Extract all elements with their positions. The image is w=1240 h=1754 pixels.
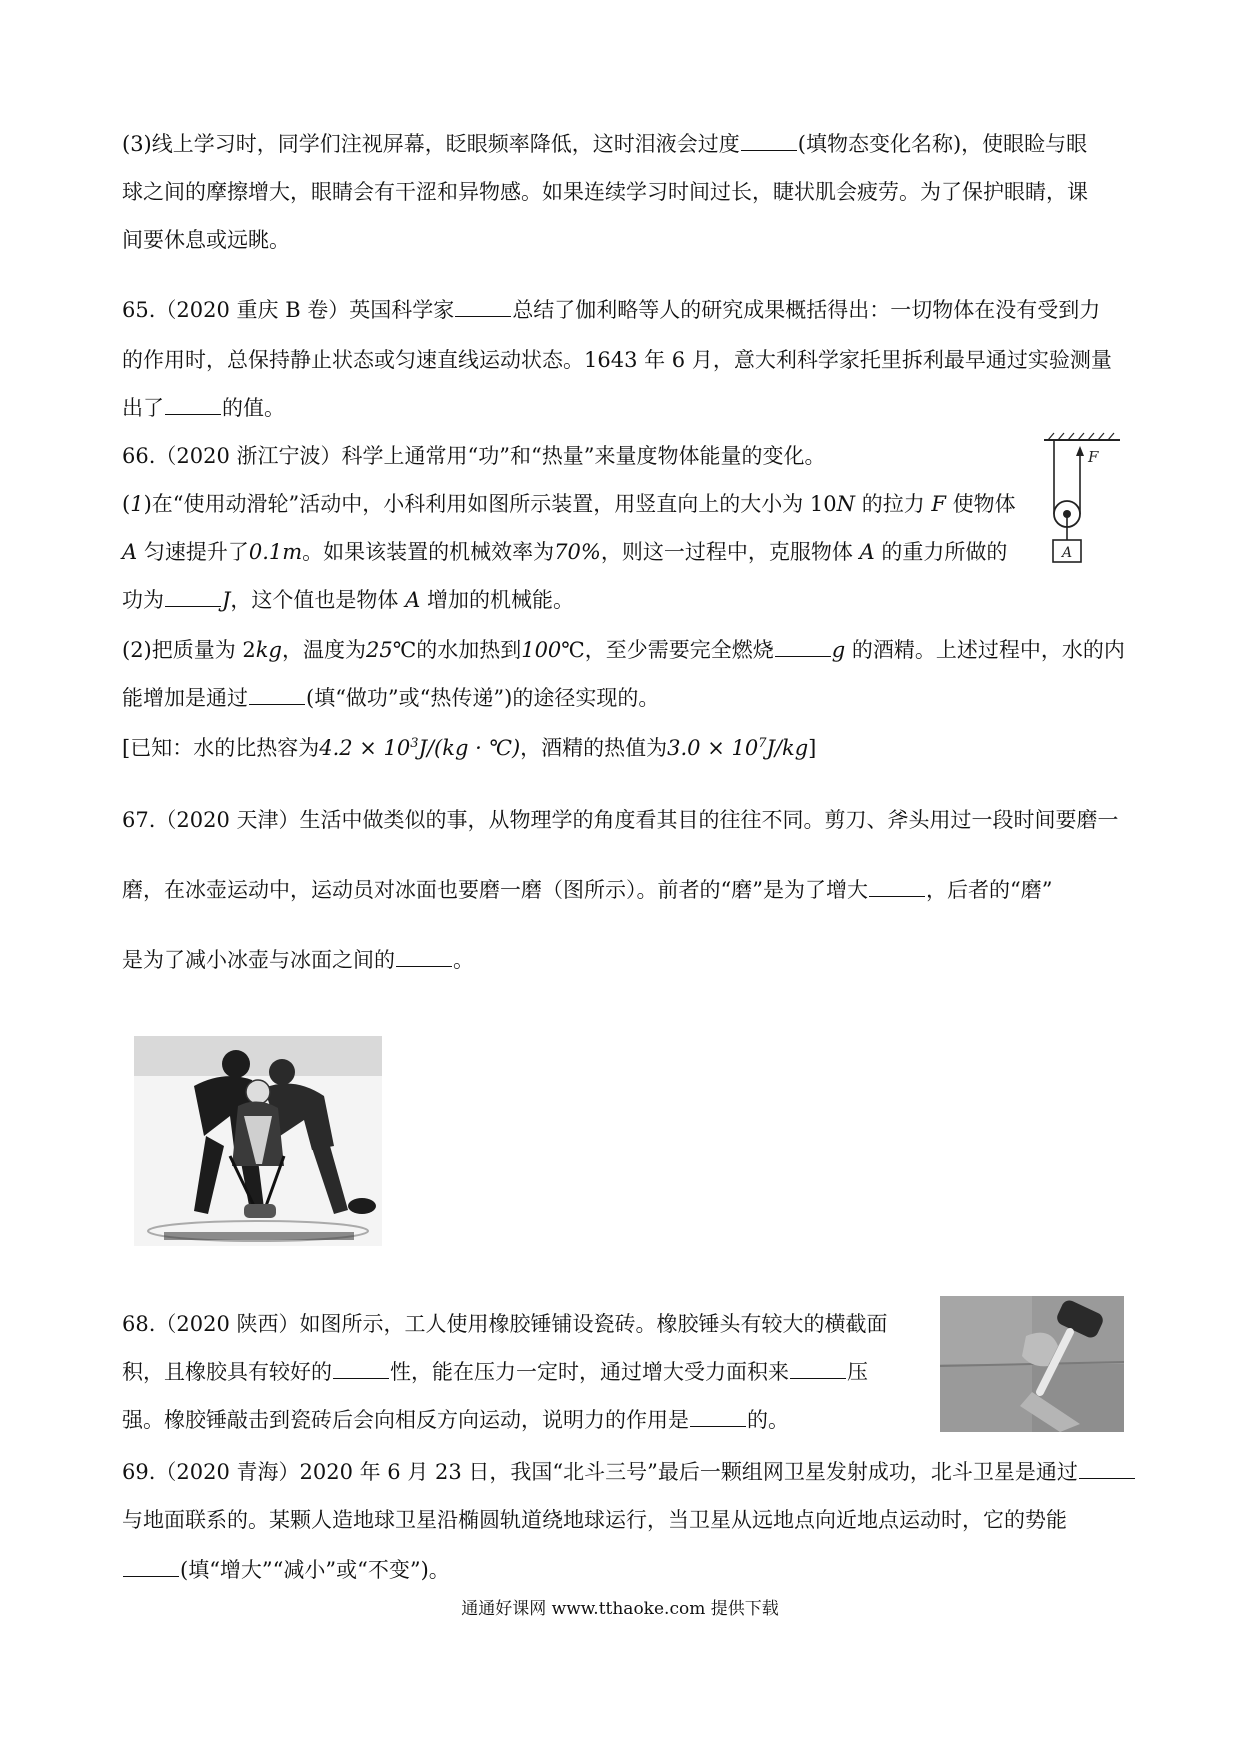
text: 能增加是通过	[122, 686, 248, 710]
text: )在“使用动滑轮”活动中，小科利用如图所示装置，用竖直向上的大小为 10	[143, 492, 837, 516]
answer-blank[interactable]	[455, 298, 511, 317]
text: 匀速提升了	[137, 540, 249, 564]
text: 是为了减小冰壶与冰面之间的	[122, 948, 395, 972]
text: ，这个值也是物体	[230, 588, 406, 612]
q66-part2-line3	[122, 734, 816, 762]
q64-part3-line3: 间要休息或远眺。	[122, 228, 290, 252]
text: (3)线上学习时，同学们注视屏幕，眨眼频率降低，这时泪液会过度	[122, 132, 740, 156]
text: 25	[365, 638, 393, 662]
answer-blank[interactable]	[775, 638, 831, 657]
text: 总结了伽利略等人的研究成果概括得出：一切物体在没有受到力	[512, 298, 1101, 322]
text: 69.（2020 青海）2020 年 6 月 23 日，我国“北斗三号”最后一颗组网卫星发射成功，北斗卫星是通过	[122, 1460, 1078, 1484]
text: (	[122, 492, 131, 516]
curling-photo	[134, 1036, 382, 1246]
q66-part1-line3	[122, 586, 574, 614]
text: ，后者的“磨”	[925, 878, 1053, 902]
text: J/(kg ·	[418, 736, 489, 760]
q65-line1	[122, 296, 1100, 324]
force-label: F	[1088, 448, 1099, 466]
text: 性，能在压力一定时，通过增大受力面积来	[390, 1360, 789, 1384]
q68-line3	[122, 1406, 789, 1434]
text: 。如果该装置的机械效率为	[302, 540, 555, 564]
text: 3.0 × 10	[667, 736, 759, 760]
q69-line3	[122, 1556, 450, 1584]
text: 的重力所做的	[874, 540, 1008, 564]
text: F	[931, 492, 946, 516]
q64-part3-line1	[122, 130, 1087, 158]
answer-blank[interactable]	[741, 132, 797, 151]
answer-blank[interactable]	[869, 878, 925, 897]
answer-blank[interactable]	[165, 396, 221, 415]
text: J	[222, 588, 231, 612]
text: ℃，至少需要完全燃烧	[561, 638, 774, 662]
text: g	[831, 638, 846, 662]
text: ，酒精的热值为	[520, 736, 668, 760]
arena-backdrop	[134, 1036, 382, 1076]
ceiling-hatch	[1048, 433, 1114, 440]
text: A	[122, 540, 138, 564]
text: 的酒精。上述过程中，水的内	[845, 638, 1125, 662]
tile-top-left	[940, 1296, 1032, 1364]
text: (填“做功”或“热传递”)的途径实现的。	[306, 686, 660, 710]
text: (2)把质量为 2	[122, 638, 256, 662]
page-footer: 通通好课网 www.tthaoke.com 提供下载	[461, 1599, 779, 1619]
q65-line2: 的作用时，总保持静止状态或匀速直线运动状态。1643 年 6 月，意大利科学家托里拆利最早通过实验测量	[122, 348, 1112, 372]
text: 70%	[554, 540, 601, 564]
text: 压	[847, 1360, 868, 1384]
text: (填物态变化名称)，使眼睑与眼	[797, 132, 1088, 156]
text: ℃的水加热到	[392, 638, 522, 662]
answer-blank[interactable]	[790, 1360, 846, 1379]
text: J/kg	[766, 736, 809, 760]
answer-blank[interactable]	[396, 948, 452, 967]
pulley-figure	[1040, 432, 1130, 572]
text: A	[859, 540, 875, 564]
q65-line3	[122, 394, 285, 422]
text: 积，且橡胶具有较好的	[122, 1360, 332, 1384]
q69-line2: 与地面联系的。某颗人造地球卫星沿椭圆轨道绕地球运行，当卫星从远地点向近地点运动时，它的势能	[122, 1508, 1067, 1532]
answer-blank[interactable]	[165, 588, 221, 607]
text: 增加的机械能。	[420, 588, 574, 612]
q67-line1: 67.（2020 天津）生活中做类似的事，从物理学的角度看其目的往往不同。剪刀、斧头用过一段时间要磨一	[122, 808, 1119, 832]
q69-line1	[122, 1458, 1136, 1486]
q66-part1-line2	[122, 538, 1007, 566]
q66-part2-line1	[122, 636, 1125, 664]
text: A	[405, 588, 421, 612]
text: 1	[130, 492, 144, 516]
text: [已知：水的比热容为	[122, 736, 320, 760]
answer-blank[interactable]	[123, 1558, 179, 1577]
text: ]	[808, 736, 817, 760]
text: ，温度为	[281, 638, 366, 662]
exponent: 7	[758, 736, 767, 751]
text: 的值。	[222, 396, 285, 420]
text: 65.（2020 重庆 B 卷）英国科学家	[122, 298, 455, 322]
q68-line1: 68.（2020 陕西）如图所示，工人使用橡胶锤铺设瓷砖。橡胶锤头有较大的横截面	[122, 1312, 888, 1336]
text: 功为	[122, 588, 164, 612]
text: 出了	[122, 396, 164, 420]
text: N	[836, 492, 856, 516]
text: 4.2 × 10	[319, 736, 411, 760]
text: 0.1m	[248, 540, 303, 564]
q67-line2	[122, 876, 1052, 904]
answer-blank[interactable]	[249, 686, 305, 705]
block-label: A	[1062, 545, 1073, 561]
text: (填“增大”“减小”或“不变”)。	[180, 1558, 450, 1582]
force-arrow	[1076, 446, 1084, 456]
q66-part2-line2	[122, 684, 659, 712]
answer-blank[interactable]	[333, 1360, 389, 1379]
q64-part3-line2: 球之间的摩擦增大，眼睛会有干涩和异物感。如果连续学习时间过长，睫状肌会疲劳。为了保护眼睛，课	[122, 180, 1088, 204]
text: 使物体	[945, 492, 1016, 516]
answer-blank[interactable]	[690, 1408, 746, 1427]
text: 100	[521, 638, 562, 662]
text: 的。	[747, 1408, 789, 1432]
curling-stone	[244, 1204, 276, 1218]
text: 磨，在冰壶运动中，运动员对冰面也要磨一磨（图所示）。前者的“磨”是为了增大	[122, 878, 868, 902]
curler-foot	[348, 1198, 376, 1214]
text: kg	[255, 638, 282, 662]
q66-part1-line1	[122, 490, 1016, 518]
text: 的拉力	[855, 492, 932, 516]
ice-logo-band	[164, 1232, 354, 1240]
text: 强。橡胶锤敲击到瓷砖后会向相反方向运动，说明力的作用是	[122, 1408, 689, 1432]
mallet-photo	[940, 1296, 1124, 1432]
text: 。	[453, 948, 474, 972]
exponent: 3	[410, 736, 419, 751]
answer-blank[interactable]	[1079, 1460, 1135, 1479]
q68-line2	[122, 1358, 868, 1386]
q67-line3	[122, 946, 474, 974]
text: ℃)	[488, 736, 521, 760]
q66-stem: 66.（2020 浙江宁波）科学上通常用“功”和“热量”来量度物体能量的变化。	[122, 444, 826, 468]
text: ，则这一过程中，克服物体	[600, 540, 860, 564]
